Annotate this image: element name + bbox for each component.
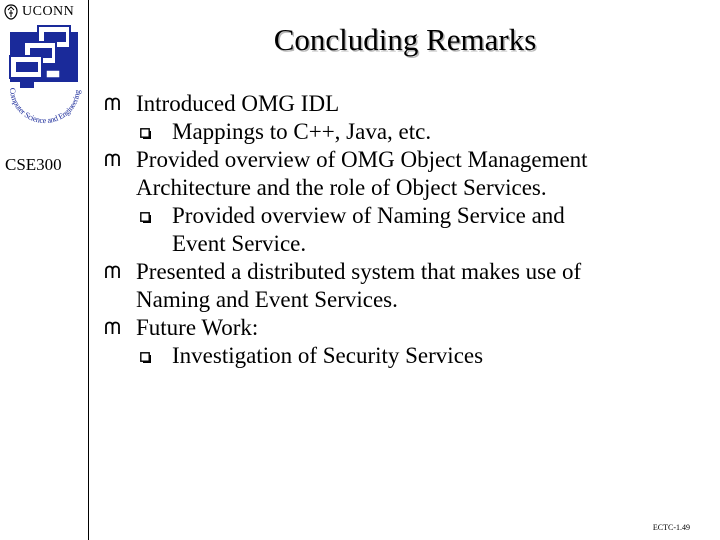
square-bullet-icon	[140, 212, 151, 223]
uconn-seal-icon	[4, 4, 18, 20]
square-bullet-icon	[140, 128, 151, 139]
bullet-item	[96, 146, 716, 202]
university-name: UCONN	[22, 4, 75, 19]
sub-bullet-item	[96, 118, 716, 146]
slide-title: Concluding Remarks	[273, 22, 537, 57]
cse-logo-icon	[2, 24, 86, 142]
logo-arc-text: Computer Science and Engineering	[7, 87, 82, 126]
course-code: CSE300	[5, 155, 62, 174]
m-bullet-icon	[104, 265, 121, 279]
square-bullet-icon	[140, 352, 151, 363]
bullet-text: Provided overview of Naming Service and	[172, 203, 565, 228]
bullet-text: Presented a distributed system that makes use of	[136, 259, 582, 284]
bullet-text: Event Service.	[172, 231, 307, 256]
bullet-text: Mappings to C++, Java, etc.	[172, 119, 432, 144]
bullet-text: Provided overview of OMG Object Management	[136, 147, 588, 172]
uconn-brand	[4, 4, 74, 20]
m-bullet-icon	[104, 321, 121, 335]
bullet-item	[96, 314, 716, 342]
m-bullet-icon	[104, 97, 121, 111]
bullet-item	[96, 258, 716, 314]
sidebar	[0, 0, 89, 540]
svg-text:Computer Science and Engineeri	[8, 87, 82, 125]
bullet-text: Naming and Event Services.	[136, 287, 398, 312]
bullet-list	[96, 90, 716, 370]
m-bullet-icon	[104, 153, 121, 167]
bullet-text: Investigation of Security Services	[172, 343, 484, 368]
bullet-item	[96, 90, 716, 118]
bullet-text: Architecture and the role of Object Services.	[136, 175, 547, 200]
sub-bullet-item	[96, 342, 716, 370]
slide-footer: ECTC-1.49	[652, 523, 690, 532]
sub-bullet-item	[96, 202, 716, 258]
bullet-text: Introduced OMG IDL	[136, 91, 340, 116]
bullet-text: Future Work:	[136, 315, 259, 340]
